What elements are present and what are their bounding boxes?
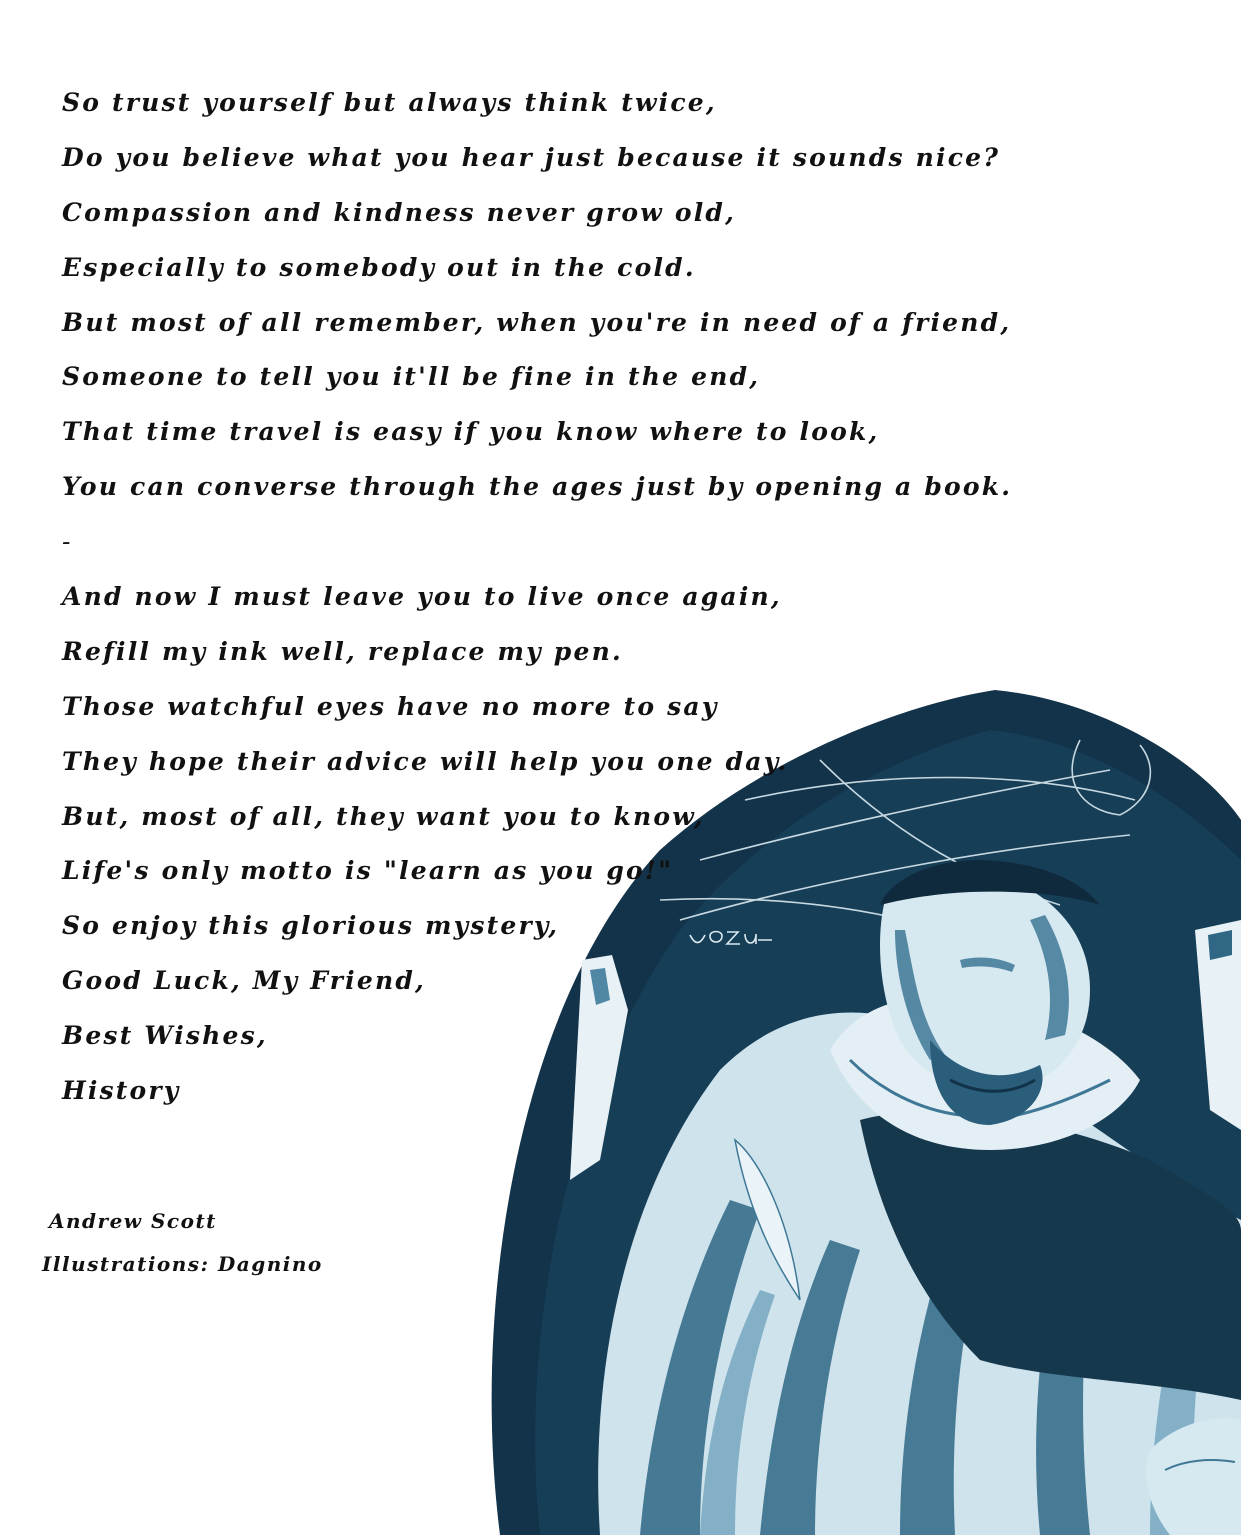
credits: [42, 1205, 323, 1280]
stanza-separator: -: [62, 527, 73, 557]
poem-line: So trust yourself but always think twice,: [62, 88, 717, 117]
poem-line: Those watchful eyes have no more to say: [62, 691, 719, 721]
poem-line: But most of all remember, when you're in need of a friend,: [62, 307, 1012, 337]
poem-line: Best Wishes,: [62, 1021, 268, 1051]
poem-line: Someone to tell you it'll be fine in the end,: [62, 362, 761, 392]
poem-line: Life's only motto is "learn as you go!": [62, 856, 674, 886]
poem-line: So enjoy this glorious mystery,: [62, 911, 560, 941]
poem-line: Do you believe what you hear just because it sounds nice?: [62, 142, 1001, 172]
poem-line: You can converse through the ages just by opening a book.: [62, 472, 1013, 502]
poem-line: They hope their advice will help you one day.: [62, 746, 789, 776]
poem-line: And now I must leave you to live once again,: [62, 582, 782, 612]
poem-signoff: History: [62, 1076, 181, 1106]
poem-lines: [62, 84, 1012, 1127]
author-credit: Andrew Scott: [49, 1209, 217, 1233]
poem-line: Especially to somebody out in the cold.: [62, 252, 696, 282]
poem-line: Refill my ink well, replace my pen.: [62, 636, 623, 666]
illustrator-credit: Illustrations: Dagnino: [42, 1252, 323, 1276]
poem-line: That time travel is easy if you know where to look,: [62, 417, 880, 447]
poem-line: But, most of all, they want you to know,: [62, 801, 705, 831]
poem-line: Good Luck, My Friend,: [62, 966, 426, 996]
poem-line: Compassion and kindness never grow old,: [62, 197, 736, 227]
